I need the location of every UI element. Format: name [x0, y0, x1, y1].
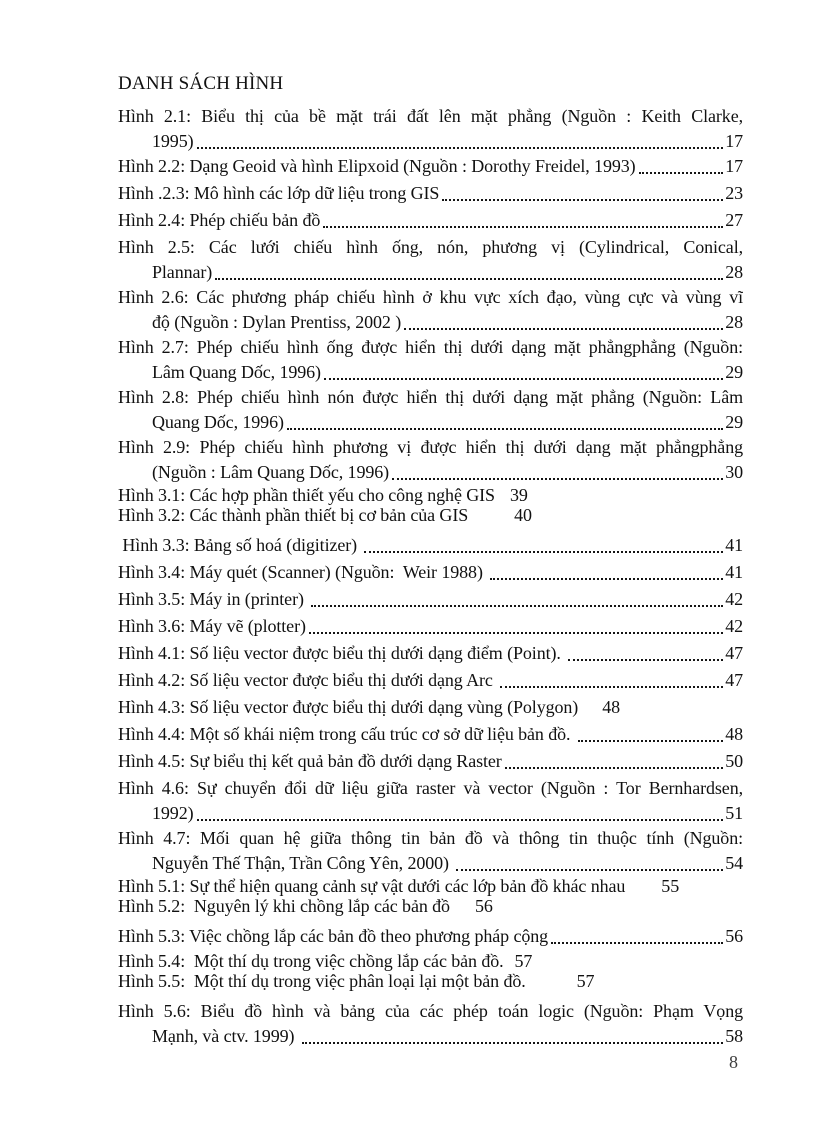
dot-leader — [551, 942, 723, 944]
figure-page-number: 47 — [725, 643, 743, 663]
figure-page-number: 17 — [725, 131, 743, 151]
figure-page-number: 48 — [602, 697, 621, 717]
figure-entry-text: Hình 4.4: Một số khái niệm trong cấu trúc cơ sở dữ liệu bản đồ. — [118, 724, 575, 744]
dot-leader — [323, 226, 723, 228]
figure-page-number: 54 — [725, 853, 743, 873]
dot-leader — [500, 686, 723, 688]
figure-page-number: 42 — [725, 616, 743, 636]
figure-entry — [118, 776, 743, 826]
figure-entry — [118, 951, 743, 971]
dot-leader — [505, 767, 724, 769]
figure-entry — [118, 999, 743, 1049]
dot-leader — [302, 1042, 723, 1044]
dot-leader — [392, 478, 723, 480]
figure-page-number: 55 — [661, 876, 680, 896]
dot-leader — [215, 278, 723, 280]
figure-page-number: 56 — [725, 926, 743, 946]
figure-entry — [118, 235, 743, 285]
figure-entry-text: Hình 5.6: Biểu đồ hình và bảng của các phép toán logic (Nguồn: Phạm Vọng — [118, 1001, 743, 1021]
figure-page-number: 56 — [474, 896, 493, 916]
figure-entry — [118, 104, 743, 154]
figure-entry-text: Hình .2.3: Mô hình các lớp dữ liệu trong GIS — [118, 183, 440, 203]
figure-entry-text: Hình 2.1: Biểu thị của bề mặt trái đất lên mặt phẳng (Nguồn : Keith Clarke, — [118, 106, 743, 126]
figure-entry — [118, 826, 743, 876]
figure-entry-text: Nguyễn Thế Thận, Trần Công Yên, 2000) — [152, 853, 454, 873]
figure-entry — [118, 668, 743, 693]
figure-page-number: 57 — [576, 971, 595, 991]
figure-page-number: 29 — [725, 412, 743, 432]
figure-entry — [118, 285, 743, 335]
dot-leader — [490, 578, 723, 580]
page-title: DANH SÁCH HÌNH — [118, 73, 284, 94]
figure-page-number: 39 — [509, 485, 528, 505]
figure-page-number: 42 — [725, 589, 743, 609]
figure-page-number: 50 — [725, 751, 743, 771]
figure-entry-text: Hình 5.1: Sự thể hiện quang cảnh sự vật dưới các lớp bản đồ khác nhau — [118, 876, 626, 896]
figure-entry-text: Hình 4.5: Sự biểu thị kết quả bản đồ dưới dạng Raster — [118, 751, 502, 771]
dot-leader — [287, 428, 723, 430]
figure-entry-text: Plannar) — [152, 262, 213, 282]
figure-entry-text: 1995) — [152, 131, 194, 151]
figure-entry-text: Quang Dốc, 1996) — [152, 412, 284, 432]
figure-page-number: 27 — [725, 210, 743, 230]
figure-entry-text: Hình 3.2: Các thành phần thiết bị cơ bản của GIS — [118, 505, 469, 525]
figure-page-number: 28 — [725, 262, 743, 282]
figure-entry — [118, 641, 743, 666]
figure-entry-text: Hình 4.2: Số liệu vector được biểu thị dưới dạng Arc — [118, 670, 498, 690]
figure-entry-text: Hình 3.5: Máy in (printer) — [118, 589, 309, 609]
figure-page-number: 47 — [725, 670, 743, 690]
figure-page-number: 41 — [725, 562, 743, 582]
figure-page-number: 51 — [725, 803, 743, 823]
dot-leader — [311, 605, 723, 607]
figure-entry-text: Hình 3.1: Các hợp phần thiết yếu cho công nghệ GIS — [118, 485, 495, 505]
figure-entry-text: Mạnh, và ctv. 1999) — [152, 1026, 299, 1046]
figure-page-number: 58 — [725, 1026, 743, 1046]
figure-entry-text: Hình 4.7: Mối quan hệ giữa thông tin bản đồ và thông tin thuộc tính (Nguồn: — [118, 828, 743, 848]
figure-entry — [118, 505, 743, 525]
figure-entry-text: Hình 2.5: Các lưới chiếu hình ống, nón, phương vị (Cylindrical, Conical, — [118, 237, 743, 257]
page-number: 8 — [729, 1052, 738, 1072]
figure-page-number: 41 — [725, 535, 743, 555]
figure-entry-text: Hình 2.7: Phép chiếu hình ống được hiển thị dưới dạng mặt phẳngphẳng (Nguồn: — [118, 337, 743, 357]
figure-page-number: 40 — [514, 505, 532, 525]
figure-entry — [118, 749, 743, 774]
figure-entry-text: Hình 3.6: Máy vẽ (plotter) — [118, 616, 306, 636]
figure-entry-text: Hình 5.3: Việc chồng lắp các bản đồ theo phương pháp cộng — [118, 926, 549, 946]
dot-leader — [404, 328, 723, 330]
figure-entry — [118, 485, 743, 505]
figure-entry-text: Hình 5.4: Một thí dụ trong việc chồng lắp các bản đồ. — [118, 951, 504, 971]
figure-entry-text: Hình 4.6: Sự chuyển đổi dữ liệu giữa raster và vector (Nguồn : Tor Bernhardsen, — [118, 778, 743, 798]
figure-entry-text: độ (Nguồn : Dylan Prentiss, 2002 ) — [152, 312, 402, 332]
figure-entry-text: Hình 4.1: Số liệu vector được biểu thị dưới dạng điểm (Point). — [118, 643, 566, 663]
dot-leader — [324, 378, 723, 380]
figure-entry-text: Hình 2.6: Các phương pháp chiếu hình ở khu vực xích đạo, vùng cực và vùng vĩ — [118, 287, 743, 307]
figure-entry-text: Hình 5.5: Một thí dụ trong việc phân loại lại một bản đồ. — [118, 971, 526, 991]
figure-entry — [118, 435, 743, 485]
figure-entry-text: Lâm Quang Dốc, 1996) — [152, 362, 321, 382]
figure-entry-text: Hình 2.2: Dạng Geoid và hình Elipxoid (Nguồn : Dorothy Freidel, 1993) — [118, 156, 636, 176]
dot-leader — [197, 819, 724, 821]
figure-page-number: 30 — [725, 462, 743, 482]
figure-page-number: 17 — [725, 156, 743, 176]
dot-leader — [364, 551, 723, 553]
dot-leader — [456, 869, 723, 871]
figure-entry — [118, 876, 743, 896]
figure-entry — [118, 695, 743, 720]
dot-leader — [568, 659, 723, 661]
figure-entry — [118, 560, 743, 585]
figure-page-number: 29 — [725, 362, 743, 382]
figure-entry-text: Hình 3.4: Máy quét (Scanner) (Nguồn: Weir 1988) — [118, 562, 488, 582]
dot-leader — [639, 172, 724, 174]
figure-entry — [118, 335, 743, 385]
figure-entry-text: Hình 5.2: Nguyên lý khi chồng lắp các bản đồ — [118, 896, 450, 916]
dot-leader — [197, 147, 724, 149]
figure-entry — [118, 587, 743, 612]
figure-entry — [118, 533, 743, 558]
figure-page-number: 48 — [725, 724, 743, 744]
figure-page-number: 28 — [725, 312, 743, 332]
figure-page-number: 57 — [514, 951, 533, 971]
figure-entry — [118, 614, 743, 639]
dot-leader — [442, 199, 723, 201]
list-of-figures — [118, 72, 743, 1049]
figure-entry-text: Hình 3.3: Bảng số hoá (digitizer) — [118, 535, 362, 555]
figure-entry — [118, 385, 743, 435]
figure-entry-text: Hình 2.9: Phép chiếu hình phương vị được hiển thị dưới dạng mặt phẳngphẳng — [118, 437, 743, 457]
figure-entry-text: Hình 2.8: Phép chiếu hình nón được hiển thị dưới dạng mặt phẳng (Nguồn: Lâm — [118, 387, 743, 407]
figure-entry — [118, 924, 743, 949]
dot-leader — [309, 632, 723, 634]
figure-entry — [118, 896, 743, 916]
figure-entry — [118, 181, 743, 206]
figure-entry — [118, 971, 743, 991]
figure-page-number: 23 — [725, 183, 743, 203]
figure-entry — [118, 722, 743, 747]
figure-entry-text: (Nguồn : Lâm Quang Dốc, 1996) — [152, 462, 390, 482]
figure-entry-text: Hình 2.4: Phép chiếu bản đồ — [118, 210, 321, 230]
figure-entry-text: 1992) — [152, 803, 194, 823]
figure-entry-text: Hình 4.3: Số liệu vector được biểu thị dưới dạng vùng (Polygon) — [118, 697, 579, 717]
figure-entry — [118, 208, 743, 233]
dot-leader — [578, 740, 723, 742]
figure-entry — [118, 154, 743, 179]
